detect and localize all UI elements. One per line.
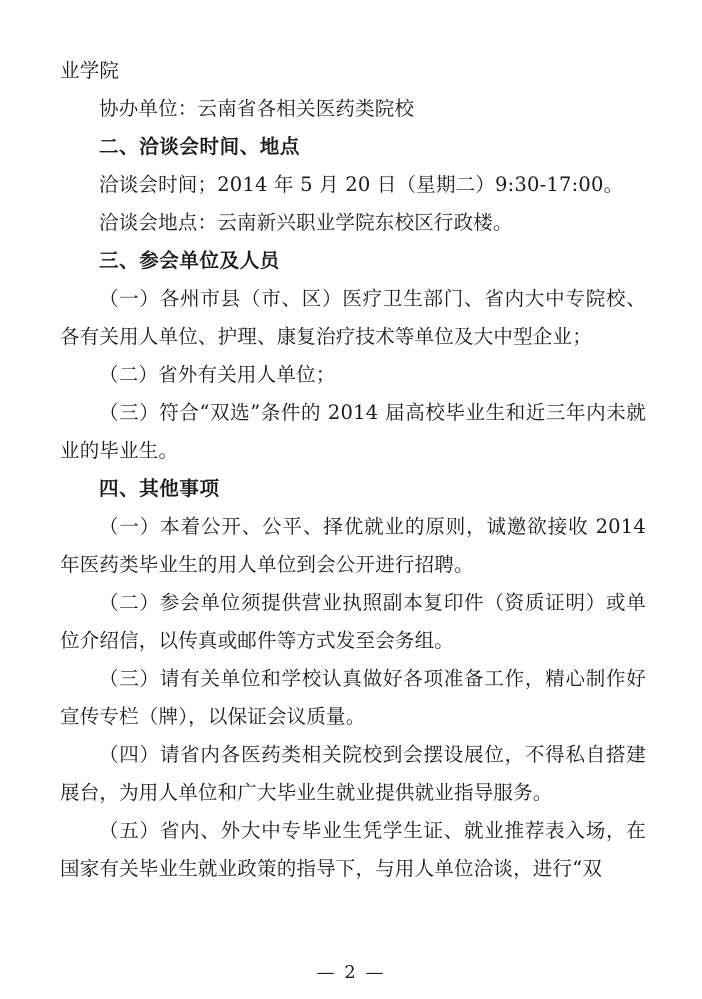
paragraph-participants-1: （一）各州市县（市、区）医疗卫生部门、省内大中专院校、各有关用人单位、护理、康复治疗技术等单位及大中型企业；: [60, 287, 646, 348]
section-heading-two: 二、洽谈会时间、地点: [99, 135, 301, 158]
paragraph-co-organizer: 协办单位：云南省各相关医药类院校: [99, 97, 415, 120]
section-heading-three: 三、参会单位及人员: [99, 249, 280, 272]
paragraph-meeting-place: 洽谈会地点：云南新兴职业学院东校区行政楼。: [99, 211, 513, 234]
paragraph-participants-2: （二）省外有关用人单位；: [99, 363, 336, 386]
section-heading-four: 四、其他事项: [99, 477, 220, 500]
paragraph-continuation: 业学院: [60, 59, 120, 82]
paragraph-other-5: （五）省内、外大中专毕业生凭学生证、就业推荐表入场，在国家有关毕业生就业政策的指导下，与用人单位洽谈，进行“双: [60, 819, 646, 880]
paragraph-other-4: （四）请省内各医药类相关院校到会摆设展位，不得私自搭建展台，为用人单位和广大毕业生就业提供就业指导服务。: [60, 743, 646, 804]
paragraph-participants-3: （三）符合“双选”条件的 2014 届高校毕业生和近三年内未就业的毕业生。: [60, 401, 646, 462]
page-number: — 2 —: [316, 962, 386, 983]
paragraph-other-2: （二）参会单位须提供营业执照副本复印件（资质证明）或单位介绍信，以传真或邮件等方式发至会务组。: [60, 591, 646, 652]
paragraph-other-1: （一）本着公开、公平、择优就业的原则，诚邀欲接收 2014 年医药类毕业生的用人单位到会公开进行招聘。: [60, 515, 646, 576]
document-body: [60, 52, 646, 888]
paragraph-other-3: （三）请有关单位和学校认真做好各项准备工作，精心制作好宣传专栏（牌），以保证会议质量。: [60, 667, 646, 728]
paragraph-meeting-time: 洽谈会时间；2014 年 5 月 20 日（星期二）9:30-17:00。: [99, 173, 624, 196]
